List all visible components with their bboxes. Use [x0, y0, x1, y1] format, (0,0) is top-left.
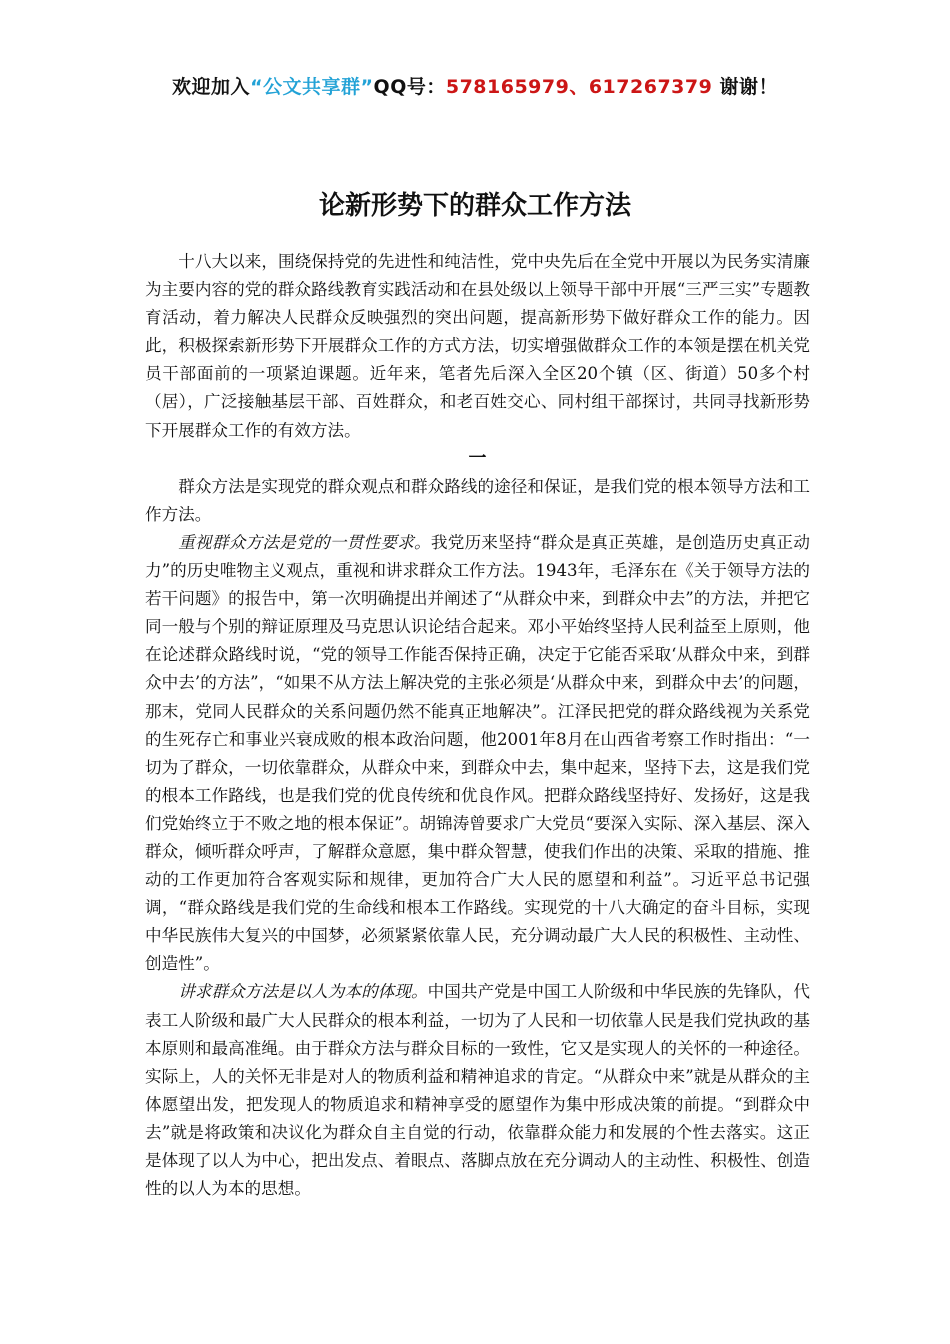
header-banner	[0, 72, 950, 99]
intro-paragraph: 十八大以来，围绕保持党的先进性和纯洁性，党中央先后在全党中开展以为民务实清廉为主要内容的党的群众路线教育实践活动和在县处级以上领导干部中开展“三严三实”专题教育活动，着力解决人民群众反映强烈的突出问题，提高新形势下做好群众工作的能力。因此，积极探索新形势下开展群众工作的方式方法，切实增强做群众工作的本领是摆在机关党员干部面前的一项紧迫课题。近年来，笔者先后深入全区20个镇（区、街道）50多个村（居），广泛接触基层干部、百姓群众，和老百姓交心、同村组干部探讨，共同寻找新形势下开展群众工作的有效方法。	[145, 252, 810, 440]
paragraph-3-lead: 讲求群众方法是以人为本的体现。	[178, 982, 428, 1002]
paragraph-2-text: 我党历来坚持“群众是真正英雄，是创造历史真正动力”的历史唯物主义观点，重视和讲求群众工作方法。1943年，毛泽东在《关于领导方法的若干问题》的报告中，第一次明确提出并阐述了“从群众中来，到群众中去”的方法，并把它同一般与个别的辩证原理及马克思认识论结合起来。邓小平始终坚持人民利益至上原则，他在论述群众路线时说，“党的领导工作能否保持正确，决定于它能否采取‘从群众中来，到群众中去’的方法”，“如果不从方法上解决党的主张必须是‘从群众中来，到群众中去’的问题，那末，党同人民群众的关系问题仍然不能真正地解决”。江泽民把党的群众路线视为关系党的生死存亡和事业兴衰成败的根本政治问题，他2001年8月在山西省考察工作时指出：“一切为了群众，一切依靠群众，从群众中来，到群众中去，集中起来，坚持下去，这是我们党的根本工作路线，也是我们党的优良传统和优良作风。把群众路线坚持好、发扬好，这是我们党始终立于不败之地的根本保证”。胡锦涛曾要求广大党员“要深入实际、深入基层、深入群众，倾听群众呼声，了解群众意愿，集中群众智慧，使我们作出的决策、采取的措施、推动的工作更加符合客观实际和规律，更加符合广大人民的愿望和利益”。习近平总书记强调，“群众路线是我们党的生命线和根本工作路线。实现党的十八大确定的奋斗目标，实现中华民族伟大复兴的中国梦，必须紧紧依靠人民，充分调动最广大人民的积极性、主动性、创造性”。	[145, 532, 811, 974]
section-number: 一	[468, 447, 487, 469]
paragraph-3	[145, 978, 810, 1203]
paragraph-1: 群众方法是实现党的群众观点和群众路线的途径和保证，是我们党的根本领导方法和工作方法。	[145, 476, 810, 524]
document-body	[145, 248, 810, 1203]
paragraph-2	[145, 529, 810, 979]
banner-qq-numbers: 578165979、617267379	[445, 76, 713, 98]
document-title: 论新形势下的群众工作方法	[318, 191, 631, 221]
banner-qq-label: QQ号：	[373, 76, 446, 98]
banner-suffix: 谢谢！	[712, 76, 778, 98]
banner-group-name: “公文共享群”	[250, 76, 374, 98]
paragraph-3-text: 中国共产党是中国工人阶级和中华民族的先锋队，代表工人阶级和最广大人民群众的根本利益，一切为了人民和一切依靠人民是我们党执政的基本原则和最高准绳。由于群众方法与群众目标的一致性，它又是实现人的关怀的一种途径。实际上，人的关怀无非是对人的物质利益和精神追求的肯定。“从群众中来”就是从群众的主体愿望出发，把发现人的物质追求和精神享受的愿望作为集中形成决策的前提。“到群众中去”就是将政策和决议化为群众自主自觉的行动，依靠群众能力和发展的个性去落实。这正是体现了以人为中心，把出发点、着眼点、落脚点放在充分调动人的主动性、积极性、创造性的以人为本的思想。	[145, 982, 811, 1199]
paragraph-2-lead: 重视群众方法是党的一贯性要求。	[178, 532, 431, 552]
banner-prefix: 欢迎加入	[172, 76, 251, 98]
